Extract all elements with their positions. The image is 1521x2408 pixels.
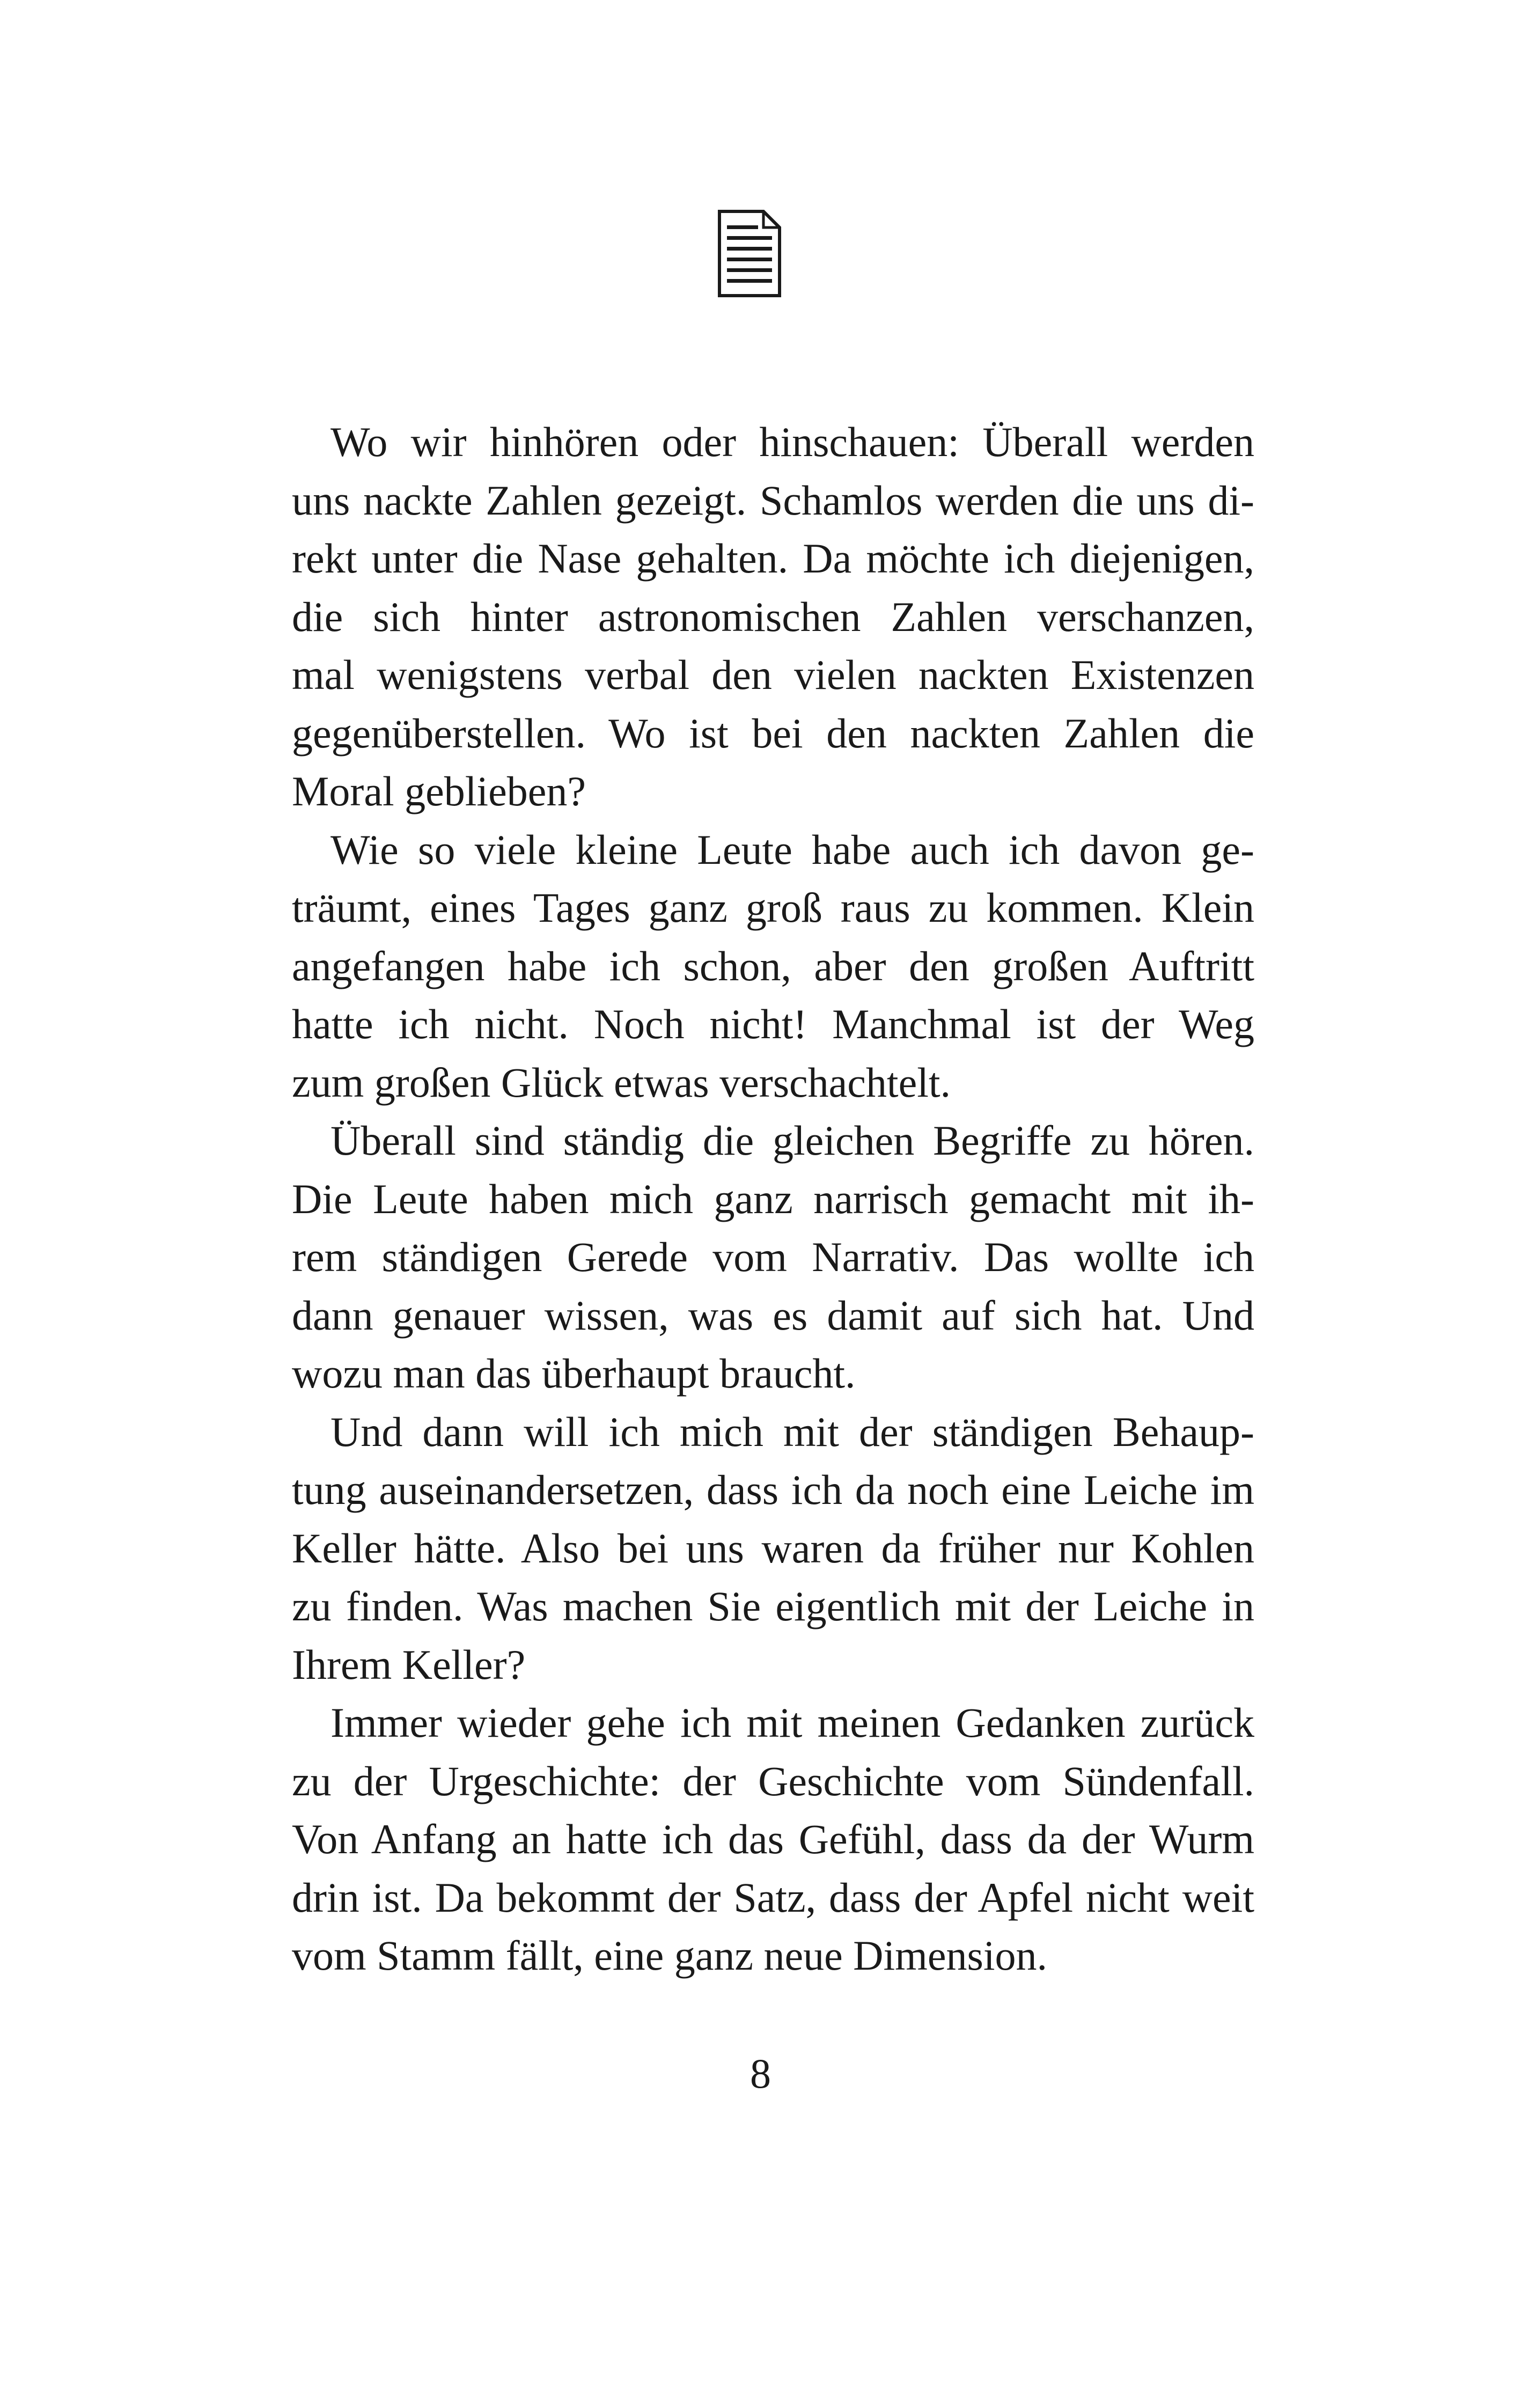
text-line: zum großen Glück etwas verschachtelt. [292, 1059, 951, 1106]
text-line: zu der Urgeschichte: der Geschichte vom Sündenfall. [292, 1757, 1254, 1804]
text-line: angefangen habe ich schon, aber den großen Auftritt [292, 942, 1254, 989]
body-text [253, 413, 1254, 1985]
text-line: zu finden. Was machen Sie eigentlich mit der Leiche in [292, 1583, 1254, 1629]
text-line: rekt unter die Nase gehalten. Da möchte ich diejenigen, [292, 535, 1254, 582]
text-line: mal wenigstens verbal den vielen nackten Existenzen [292, 651, 1254, 698]
text-line: Die Leute haben mich ganz narrisch gemacht mit ih- [292, 1175, 1254, 1222]
text-line: drin ist. Da bekommt der Satz, dass der Apfel nicht weit [292, 1874, 1254, 1921]
text-line: vom Stamm fällt, eine ganz neue Dimension. [292, 1932, 1047, 1979]
text-line: tung auseinandersetzen, dass ich da noch eine Leiche im [292, 1466, 1254, 1513]
paragraph-2 [253, 821, 1254, 1112]
text-line: Von Anfang an hatte ich das Gefühl, dass da der Wurm [292, 1816, 1254, 1862]
text-line: Immer wieder gehe ich mit meinen Gedanken zurück [330, 1699, 1254, 1746]
text-line: Ihrem Keller? [292, 1641, 526, 1688]
text-line: gegenüberstellen. Wo ist bei den nackten Zahlen die [292, 709, 1254, 757]
page-number: 8 [750, 2050, 771, 2097]
text-line: rem ständigen Gerede vom Narrativ. Das wollte ich [292, 1234, 1254, 1280]
paragraph-3 [253, 1112, 1254, 1403]
text-line: wozu man das überhaupt braucht. [292, 1350, 856, 1397]
paragraph-5 [253, 1694, 1254, 1985]
text-line: dann genauer wissen, was es damit auf sich hat. Und [292, 1291, 1254, 1339]
document-icon [717, 209, 782, 298]
text-line: Und dann will ich mich mit der ständigen Behaup- [330, 1408, 1254, 1455]
text-line: Moral geblieben? [292, 768, 586, 814]
text-line: uns nackte Zahlen gezeigt. Schamlos werden die uns di- [292, 476, 1254, 524]
text-line: träumt, eines Tages ganz groß raus zu kommen. Klein [292, 884, 1254, 931]
text-line: Keller hätte. Also bei uns waren da früher nur Kohlen [292, 1524, 1254, 1572]
paragraph-4 [253, 1403, 1254, 1694]
text-line: Wo wir hinhören oder hinschauen: Überall werden [330, 419, 1254, 465]
paragraph-1 [253, 413, 1254, 821]
text-line: Überall sind ständig die gleichen Begriffe zu hören. [330, 1117, 1254, 1164]
text-line: die sich hinter astronomischen Zahlen verschanzen, [292, 593, 1254, 640]
text-line: hatte ich nicht. Noch nicht! Manchmal ist der Weg [292, 1001, 1254, 1047]
text-line: Wie so viele kleine Leute habe auch ich davon ge- [330, 826, 1254, 873]
